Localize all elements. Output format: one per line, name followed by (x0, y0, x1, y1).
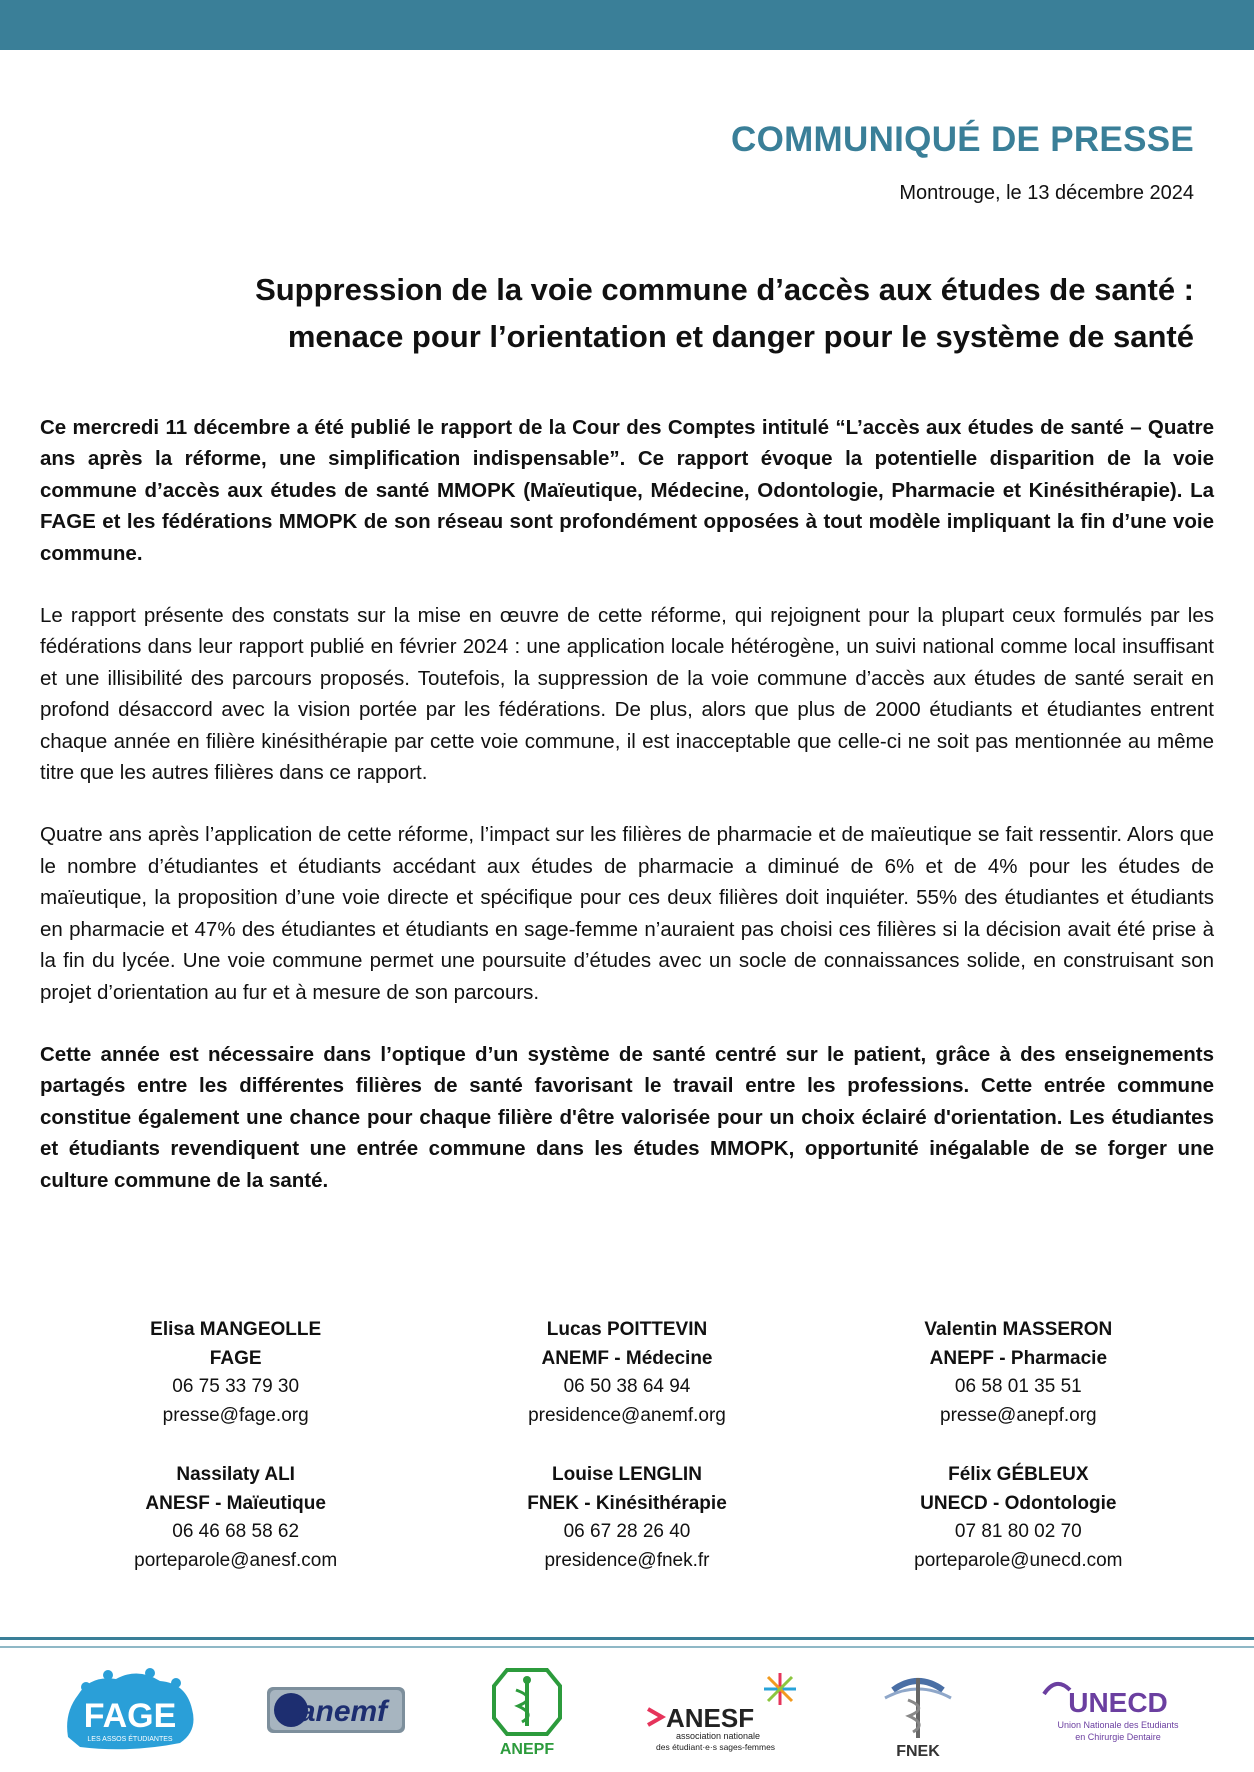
contact-card (40, 1461, 431, 1575)
contact-organization: ANEPF - Pharmacie (929, 1347, 1108, 1369)
svg-text:FNEK: FNEK (896, 1743, 940, 1760)
unecd-logo (1034, 1670, 1194, 1750)
body-paragraph: Le rapport présente des constats sur la mise en œuvre de cette réforme, qui rejoignent pour la plupart ceux formulés par les fédérations dans leur rapport publié en février 2024 : une application locale hétérogène, un suivi national comme local insuffisant et une illisibilité des parcours proposés. Toutefois, la suppression de la voie commune d’accès aux études de santé serait en profond désaccord avec la vision portée par les fédérations. De plus, alors que plus de 2000 étudiants et étudiantes entrent chaque année en filière kinésithérapie par cette voie commune, il est inacceptable que celle-ci ne soit pas mentionnée au même titre que les autres filières dans ce rapport. (40, 604, 1214, 785)
headline (60, 266, 1194, 360)
fage-logo (60, 1665, 200, 1755)
headline-line-2: menace pour l’orientation et danger pour le système de santé (287, 319, 1194, 354)
document-header (60, 120, 1194, 205)
contact-name: Louise LENGLIN (552, 1464, 702, 1485)
body-paragraph: Quatre ans après l’application de cette réforme, l’impact sur les filières de pharmacie et de maïeutique se fait ressentir. Alors que le nombre d’étudiantes et étudiants accédant aux études de pharmacie a diminué de 6% et de 4% pour les études de maïeutique, la proposition d’une voie directe et spécifique pour ces deux filières doit inquiéter. 55% des étudiantes et étudiants en pharmacie et 47% des étudiantes et étudiants en sage-femme n’auraient pas choisi ces filières si la décision avait été prise à la fin du lycée. Une voie commune permet une poursuite d’études avec un socle de connaissances solide, en construisant son projet d’orientation au fur et à mesure de son parcours. (40, 823, 1214, 1004)
svg-text:UNECD: UNECD (1067, 1687, 1168, 1718)
anemf-logo (261, 1675, 411, 1745)
contact-card (40, 1316, 431, 1430)
svg-text:des étudiant·e·s sages-femmes: des étudiant·e·s sages-femmes (656, 1742, 776, 1752)
svg-text:anemf: anemf (298, 1695, 388, 1728)
press-contacts (40, 1316, 1214, 1575)
svg-text:LES ASSOS ÉTUDIANTES: LES ASSOS ÉTUDIANTES (87, 1736, 173, 1743)
partner-logos (30, 1660, 1224, 1760)
contact-name: Valentin MASSERON (924, 1319, 1113, 1340)
contact-email: porteparole@unecd.com (914, 1549, 1123, 1571)
contact-email: presidence@fnek.fr (544, 1549, 710, 1571)
contact-name: Félix GÉBLEUX (948, 1464, 1089, 1485)
contact-card (431, 1316, 822, 1430)
contact-organization: ANEMF - Médecine (541, 1347, 713, 1369)
document-body (40, 412, 1214, 1227)
contact-name: Elisa MANGEOLLE (150, 1319, 322, 1340)
contact-card (823, 1461, 1214, 1575)
svg-text:Union Nationale des Etudiants: Union Nationale des Etudiants (1057, 1720, 1179, 1730)
closing-paragraph: Cette année est nécessaire dans l’optique d’un système de santé centré sur le patient, grâce à des enseignements partagés entre les différentes filières de santé favorisant le travail entre les professions. Cette entrée commune constitue également une chance pour chaque filière d'être valorisée pour un choix éclairé d'orientation. Les étudiantes et étudiants revendiquent une entrée commune dans les études MMOPK, opportunité inégalable de se forger une culture commune de la santé. (40, 1042, 1214, 1192)
dateline: Montrouge, le 13 décembre 2024 (899, 182, 1194, 204)
lead-paragraph: Ce mercredi 11 décembre a été publié le rapport de la Cour des Comptes intitulé “L’accès aux études de santé – Quatre ans après la réforme, une simplification indispensable”. Ce rapport évoque la potentielle disparition de la voie commune d’accès aux études de santé MMOPK (Maïeutique, Médecine, Odontologie, Pharmacie et Kinésithérapie). La FAGE et les fédérations MMOPK de son réseau sont profondément opposées à tout modèle impliquant la fin d’une voie commune. (40, 416, 1214, 565)
contact-organization: ANESF - Maïeutique (145, 1492, 326, 1514)
top-color-bar (0, 0, 1254, 50)
contact-phone: 07 81 80 02 70 (954, 1521, 1082, 1542)
fnek-logo (863, 1660, 973, 1760)
contact-card (823, 1316, 1214, 1430)
contact-name: Lucas POITTEVIN (546, 1319, 708, 1340)
contact-email: presse@anepf.org (940, 1404, 1097, 1426)
document-type-title: COMMUNIQUÉ DE PRESSE (731, 120, 1194, 159)
contact-organization: UNECD - Odontologie (920, 1492, 1117, 1514)
contact-name: Nassilaty ALI (176, 1464, 295, 1485)
contact-phone: 06 58 01 35 51 (954, 1376, 1082, 1397)
svg-text:FAGE: FAGE (84, 1697, 177, 1735)
svg-text:ANESF: ANESF (666, 1703, 755, 1733)
contact-email: presse@fage.org (162, 1404, 309, 1426)
footer-rule-light (0, 1646, 1254, 1648)
svg-text:association nationale: association nationale (676, 1731, 761, 1741)
contact-email: porteparole@anesf.com (134, 1549, 338, 1571)
contact-phone: 06 46 68 58 62 (172, 1521, 300, 1542)
contact-phone: 06 67 28 26 40 (563, 1521, 691, 1542)
contact-organization: FNEK - Kinésithérapie (527, 1492, 727, 1514)
svg-text:ANEPF: ANEPF (499, 1741, 554, 1758)
contact-organization: FAGE (209, 1347, 262, 1369)
contact-phone: 06 75 33 79 30 (172, 1376, 300, 1397)
contact-email: presidence@anemf.org (528, 1404, 726, 1426)
anepf-logo (472, 1660, 582, 1760)
contact-card (431, 1461, 822, 1575)
footer-rule (0, 1637, 1254, 1640)
anesf-logo (642, 1665, 802, 1755)
svg-text:en Chirurgie Dentaire: en Chirurgie Dentaire (1074, 1732, 1161, 1742)
contact-phone: 06 50 38 64 94 (563, 1376, 691, 1397)
headline-line-1: Suppression de la voie commune d’accès aux études de santé : (255, 272, 1194, 307)
